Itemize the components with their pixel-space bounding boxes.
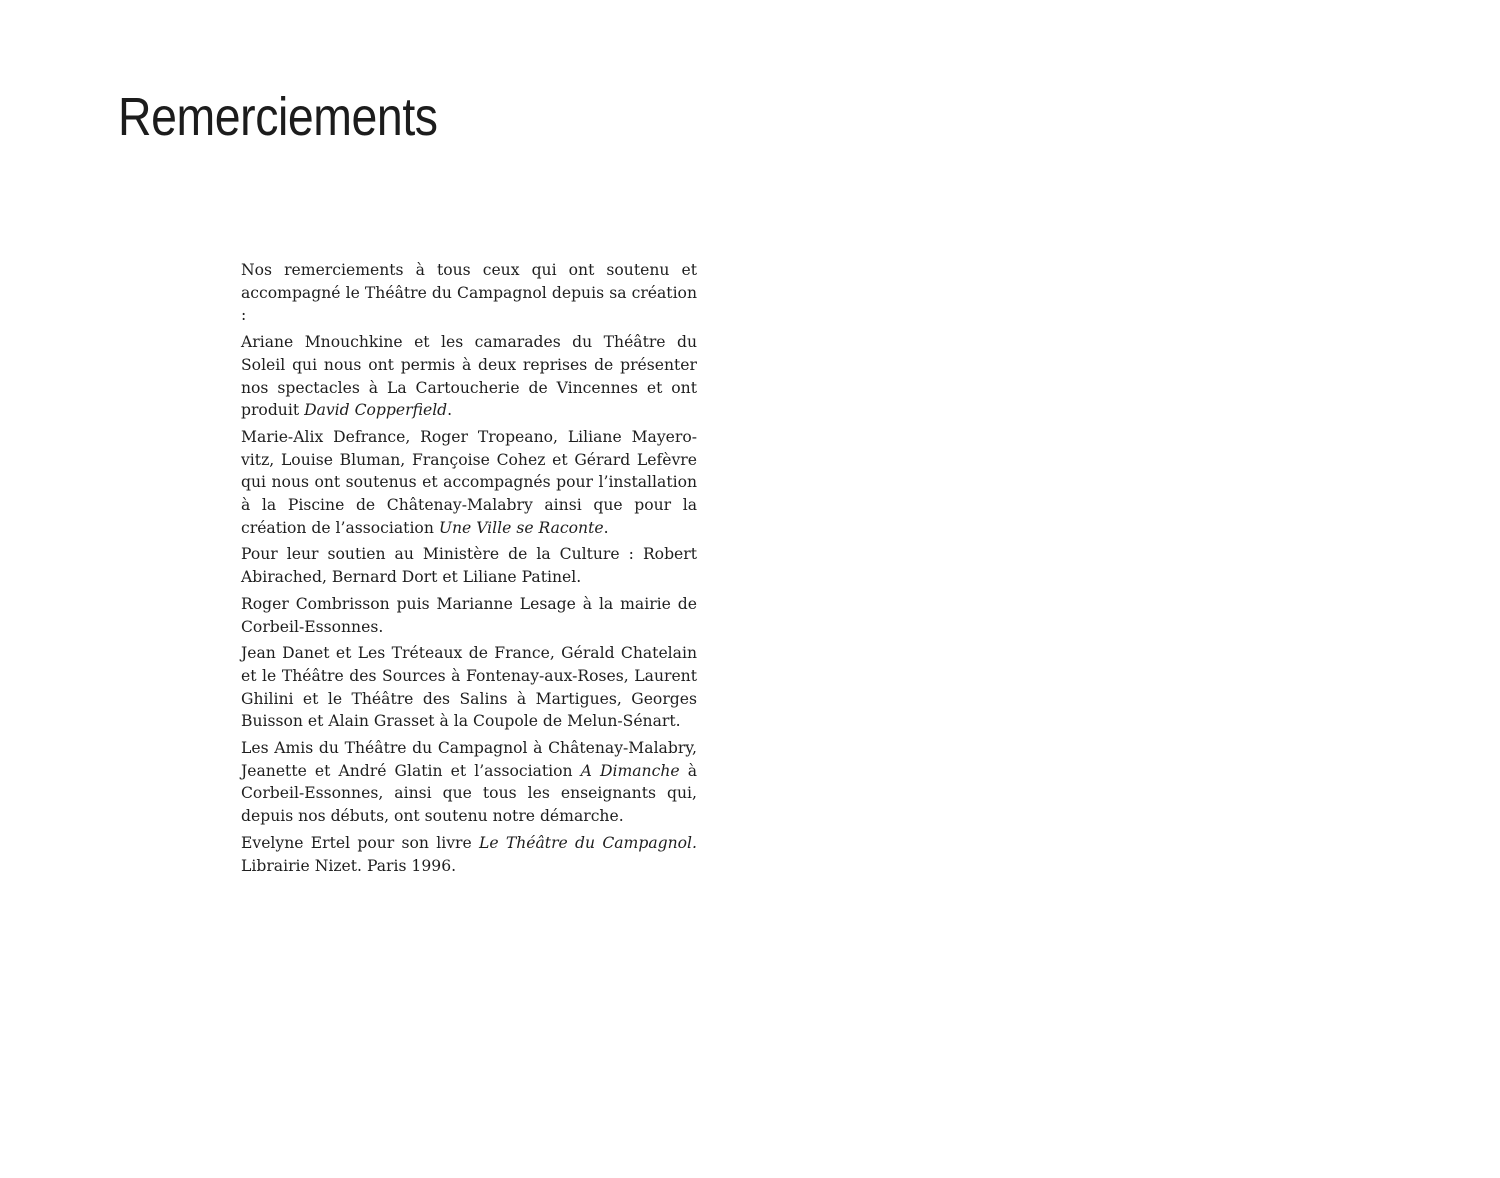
paragraph-ministere-culture xyxy=(241,543,697,588)
paragraph-text: Nos remerciements à tous ceux qui ont soutenu et accompagné le Théâtre du Campagnol depuis sa création : xyxy=(241,261,697,325)
paragraph-text: . xyxy=(447,401,453,420)
paragraph-evelyne-ertel xyxy=(241,832,697,877)
italic-title: Une Ville se Raconte xyxy=(438,518,604,537)
acknowledgements-text xyxy=(241,259,697,881)
paragraph-text: Evelyne Ertel pour son livre xyxy=(241,833,479,852)
italic-title: David Copperfield xyxy=(304,401,448,420)
paragraph-corbeil-mairie xyxy=(241,593,697,638)
paragraph-text: Ariane Mnouchkine et les camarades du Théâtre du Soleil qui nous ont permis à deux reprises de présenter nos spectacles à La Cartoucherie de Vincennes et ont produit xyxy=(241,333,697,420)
page-title: Remerciements xyxy=(118,87,438,147)
italic-title: A Dimanche xyxy=(580,761,680,780)
paragraph-text: Roger Combrisson puis Marianne Lesage à la mairie de Corbeil-Essonnes. xyxy=(241,594,697,636)
paragraph-text: . xyxy=(603,518,609,537)
paragraph-text: à Corbeil-Essonnes, ainsi que tous les enseignants qui, depuis nos débuts, ont soutenu notre démarche. xyxy=(241,761,697,826)
paragraph-piscine-chatenay xyxy=(241,426,697,540)
paragraph-amis-campagnol xyxy=(241,737,697,828)
paragraph-text: Pour leur soutien au Ministère de la Culture : Robert Abirached, Bernard Dort et Liliane Patinel. xyxy=(241,545,697,587)
paragraph-text: Les Amis du Théâtre du Campagnol à Châtenay-Malabry, Jeanette et André Glatin et l’association xyxy=(241,739,697,780)
paragraph-intro xyxy=(241,259,697,327)
paragraph-text: Librairie Nizet. Paris 1996. xyxy=(241,856,457,875)
paragraph-theatre-du-soleil xyxy=(241,331,697,422)
paragraph-text: Marie-Alix Defrance, Roger Tropeano, Liliane Mayerovitz, Louise Bluman, Françoise Cohez et Gérard Lefèvre qui nous ont soutenus et accompagnés pour l’installation à la Piscine de Châtenay-Malabry ainsi que pour la création de l’association xyxy=(241,427,697,537)
italic-title: Le Théâtre du Campagnol. xyxy=(478,833,697,852)
paragraph-theatres xyxy=(241,642,697,733)
paragraph-text: Jean Danet et Les Tréteaux de France, Gérald Chatelain et le Théâtre des Sources à Fontenay-aux-Roses, Laurent Ghilini et le Théâtre des Salins à Martigues, Georges Buisson et Alain Grasset à la Coupole de Melun-Sénart. xyxy=(241,644,697,731)
